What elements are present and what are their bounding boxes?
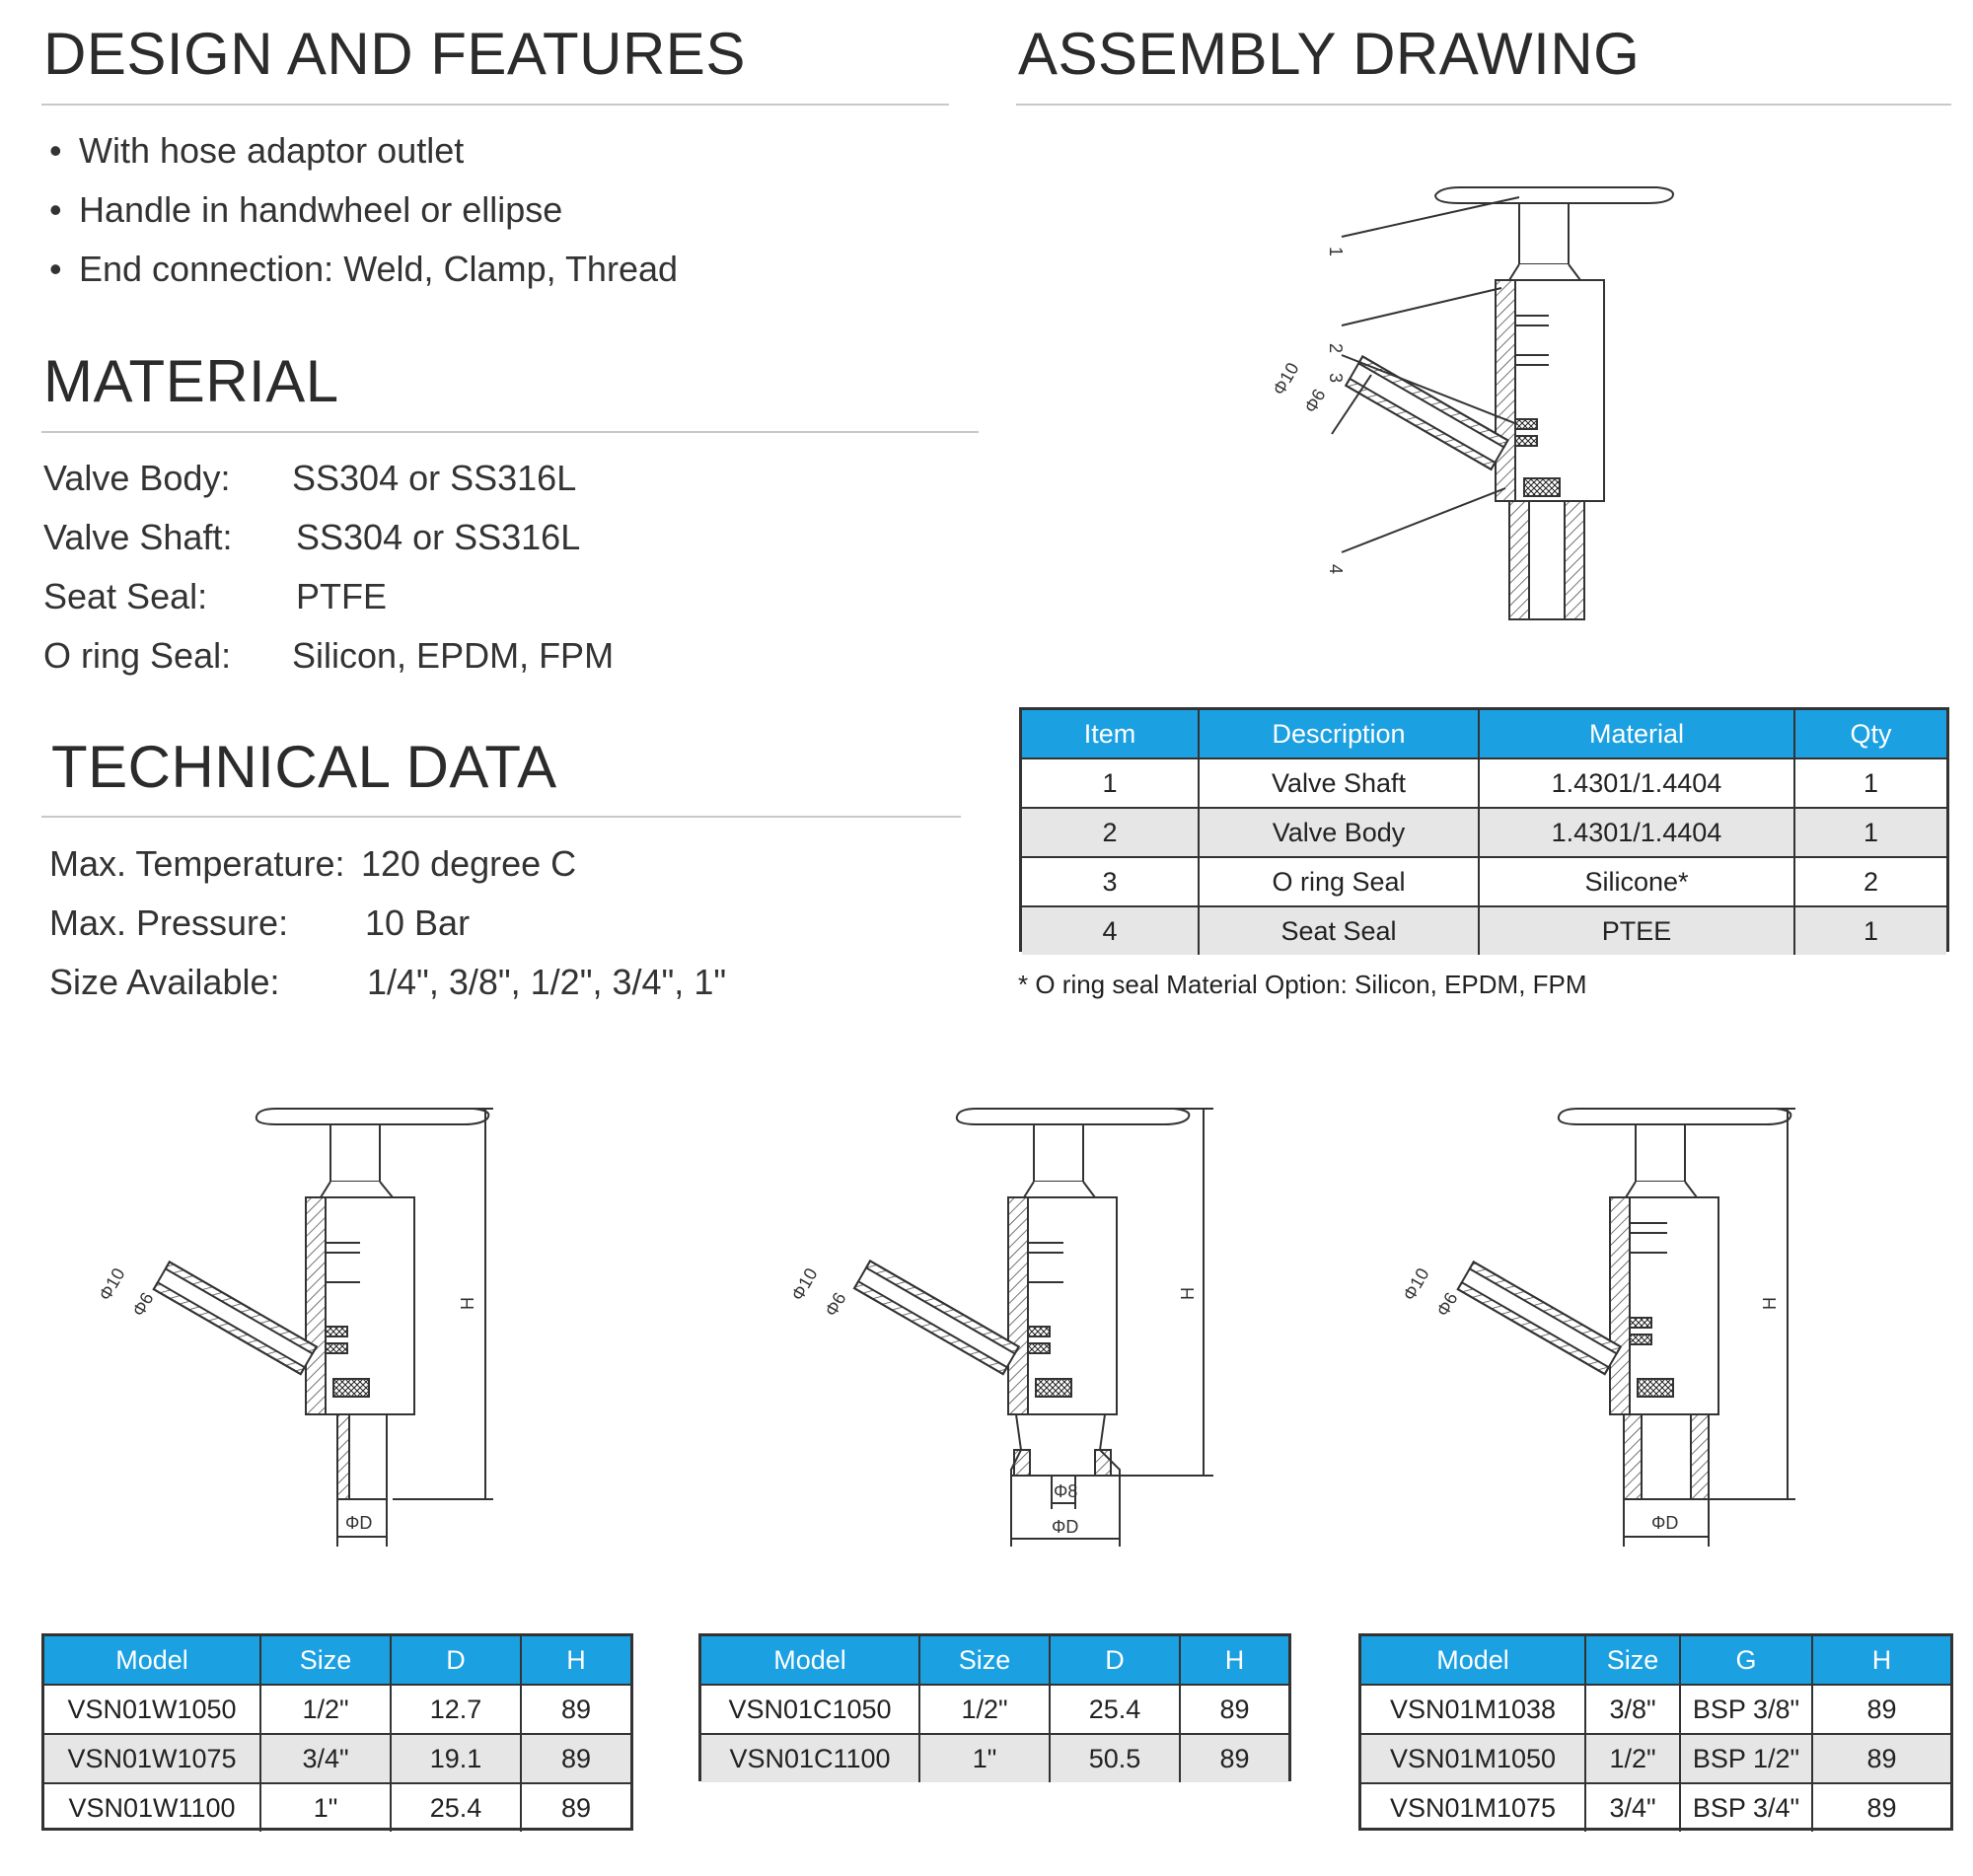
- cell: 3/4": [1585, 1783, 1680, 1832]
- table-row: [44, 1734, 630, 1783]
- dim-phi6: Φ6: [128, 1288, 158, 1320]
- item-label: 2: [1326, 343, 1346, 354]
- clamp-drawing: [760, 1095, 1233, 1549]
- cell: 1": [919, 1734, 1050, 1782]
- cell: 2: [1794, 857, 1946, 906]
- material-value: SS304 or SS316L: [296, 517, 581, 557]
- cell: 89: [521, 1734, 630, 1783]
- cell: 1.4301/1.4404: [1479, 808, 1794, 857]
- tech-label: Max. Pressure:: [49, 902, 289, 943]
- dim-phi6: Φ6: [1432, 1288, 1462, 1320]
- table-row: [44, 1685, 630, 1734]
- weld-header-d: D: [391, 1636, 521, 1685]
- dim-phi8: Φ8: [1054, 1481, 1078, 1501]
- weld-header-h: H: [521, 1636, 630, 1685]
- clamp-header-d: D: [1050, 1636, 1180, 1685]
- material-value: PTFE: [296, 576, 388, 616]
- cell: BSP 3/8": [1680, 1685, 1812, 1734]
- cell: O ring Seal: [1199, 857, 1479, 906]
- cell: 89: [1812, 1783, 1950, 1832]
- cell: 1/2": [260, 1685, 391, 1734]
- weld-table: [41, 1633, 633, 1831]
- thread-table: [1358, 1633, 1953, 1831]
- material-title: MATERIAL: [43, 348, 339, 414]
- cell: Silicone*: [1479, 857, 1794, 906]
- parts-header-material: Material: [1479, 710, 1794, 758]
- cell: 1/2": [1585, 1734, 1680, 1783]
- parts-header-item: Item: [1022, 710, 1199, 758]
- cell: VSN01W1050: [44, 1685, 260, 1734]
- clamp-table: [698, 1633, 1291, 1781]
- table-row: [1361, 1783, 1950, 1832]
- thread-drawing: [1381, 1095, 1835, 1549]
- dim-phi6: Φ6: [1300, 385, 1330, 416]
- dim-phi10: Φ10: [1269, 359, 1303, 398]
- material-value: Silicon, EPDM, FPM: [292, 635, 615, 676]
- cell: PTEE: [1479, 906, 1794, 955]
- material-label: Valve Shaft:: [43, 517, 233, 557]
- cell: BSP 3/4": [1680, 1783, 1812, 1832]
- cell: 25.4: [391, 1783, 521, 1832]
- dim-phid: ΦD: [1651, 1513, 1679, 1533]
- assembly-title: ASSEMBLY DRAWING: [1018, 21, 1641, 87]
- assembly-drawing: [1223, 178, 1736, 621]
- dim-phid: ΦD: [345, 1513, 373, 1533]
- cell: 89: [1812, 1734, 1950, 1783]
- clamp-header-size: Size: [919, 1636, 1050, 1685]
- cell: BSP 1/2": [1680, 1734, 1812, 1783]
- table-row: [701, 1734, 1288, 1782]
- cell: VSN01W1075: [44, 1734, 260, 1783]
- tech-value: 120 degree C: [361, 843, 577, 884]
- parts-note: * O ring seal Material Option: Silicon, EPDM, FPM: [1018, 970, 1587, 999]
- cell: 89: [1180, 1734, 1288, 1782]
- table-row: [1361, 1685, 1950, 1734]
- cell: 19.1: [391, 1734, 521, 1783]
- table-row: [1022, 857, 1946, 906]
- dim-phi10: Φ10: [1399, 1264, 1433, 1304]
- table-row: [701, 1685, 1288, 1734]
- tech-value: 1/4", 3/8", 1/2", 3/4", 1": [367, 962, 727, 1002]
- parts-header-qty: Qty: [1794, 710, 1946, 758]
- material-label: Seat Seal:: [43, 576, 208, 616]
- dim-phi10: Φ10: [95, 1264, 129, 1304]
- design-title: DESIGN AND FEATURES: [43, 21, 746, 87]
- cell: VSN01M1075: [1361, 1783, 1585, 1832]
- cell: VSN01C1100: [701, 1734, 919, 1782]
- table-row: [44, 1783, 630, 1832]
- cell: 1/2": [919, 1685, 1050, 1734]
- weld-drawing: [79, 1095, 533, 1549]
- parts-table: [1019, 707, 1949, 952]
- thread-header-model: Model: [1361, 1636, 1585, 1685]
- clamp-header-h: H: [1180, 1636, 1288, 1685]
- cell: 50.5: [1050, 1734, 1180, 1782]
- cell: 1.4301/1.4404: [1479, 758, 1794, 808]
- tech-label: Size Available:: [49, 962, 280, 1002]
- feature-bullet: • Handle in handwheel or ellipse: [49, 189, 563, 230]
- cell: VSN01C1050: [701, 1685, 919, 1734]
- item-label: 1: [1326, 247, 1346, 257]
- cell: Valve Body: [1199, 808, 1479, 857]
- table-row: [1022, 808, 1946, 857]
- cell: 1": [260, 1783, 391, 1832]
- table-row: [1022, 906, 1946, 955]
- cell: 1: [1794, 758, 1946, 808]
- cell: 3/4": [260, 1734, 391, 1783]
- material-value: SS304 or SS316L: [292, 458, 577, 498]
- dim-phid: ΦD: [1052, 1517, 1079, 1537]
- cell: Seat Seal: [1199, 906, 1479, 955]
- thread-header-size: Size: [1585, 1636, 1680, 1685]
- thread-header-h: H: [1812, 1636, 1950, 1685]
- tech-label: Max. Temperature:: [49, 843, 345, 884]
- design-divider: [41, 104, 949, 106]
- cell: VSN01W1100: [44, 1783, 260, 1832]
- table-row: [1361, 1734, 1950, 1783]
- dim-phi10: Φ10: [787, 1264, 822, 1304]
- material-label: Valve Body:: [43, 458, 231, 498]
- cell: 2: [1022, 808, 1199, 857]
- material-divider: [41, 431, 979, 433]
- weld-header-model: Model: [44, 1636, 260, 1685]
- thread-header-g: G: [1680, 1636, 1812, 1685]
- technical-title: TECHNICAL DATA: [51, 734, 557, 800]
- cell: Valve Shaft: [1199, 758, 1479, 808]
- cell: 3: [1022, 857, 1199, 906]
- dim-phi6: Φ6: [821, 1288, 850, 1320]
- assembly-divider: [1016, 104, 1951, 106]
- cell: 1: [1794, 906, 1946, 955]
- dim-h: H: [1760, 1297, 1780, 1310]
- cell: 89: [1812, 1685, 1950, 1734]
- clamp-header-model: Model: [701, 1636, 919, 1685]
- cell: VSN01M1050: [1361, 1734, 1585, 1783]
- tech-value: 10 Bar: [365, 902, 471, 943]
- cell: 89: [521, 1685, 630, 1734]
- technical-divider: [41, 816, 961, 818]
- dim-h: H: [1178, 1287, 1198, 1300]
- feature-bullet: • End connection: Weld, Clamp, Thread: [49, 249, 679, 289]
- cell: 4: [1022, 906, 1199, 955]
- dim-h: H: [458, 1297, 477, 1310]
- item-label: 3: [1326, 373, 1346, 384]
- cell: 12.7: [391, 1685, 521, 1734]
- cell: 89: [1180, 1685, 1288, 1734]
- parts-header-description: Description: [1199, 710, 1479, 758]
- table-row: [1022, 758, 1946, 808]
- cell: 1: [1794, 808, 1946, 857]
- cell: 3/8": [1585, 1685, 1680, 1734]
- cell: 25.4: [1050, 1685, 1180, 1734]
- cell: 89: [521, 1783, 630, 1832]
- cell: 1: [1022, 758, 1199, 808]
- cell: VSN01M1038: [1361, 1685, 1585, 1734]
- material-label: O ring Seal:: [43, 635, 232, 676]
- feature-bullet: • With hose adaptor outlet: [49, 130, 465, 171]
- item-label: 4: [1326, 564, 1346, 575]
- weld-header-size: Size: [260, 1636, 391, 1685]
